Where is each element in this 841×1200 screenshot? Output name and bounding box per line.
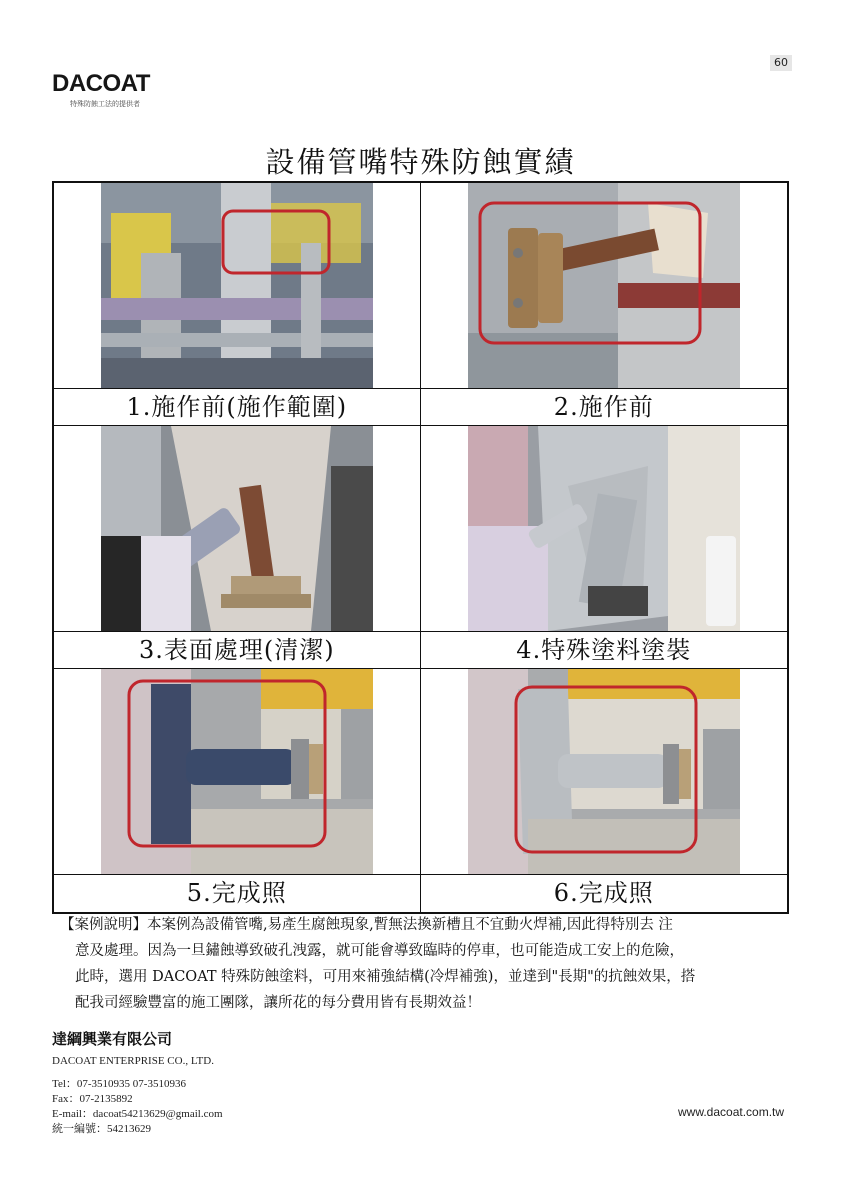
step-caption: 2.施作前 bbox=[421, 388, 788, 426]
photo-before-nozzle bbox=[468, 183, 740, 388]
photo-finished-1 bbox=[101, 669, 373, 874]
step-cell bbox=[54, 183, 421, 426]
description-line: 配我司經驗豐富的施工團隊，讓所花的每分費用皆有長期效益！ bbox=[75, 995, 481, 1011]
step-cell bbox=[54, 426, 421, 669]
page-title: 設備管嘴特殊防蝕實績 bbox=[265, 145, 576, 179]
page-number: 60 bbox=[770, 55, 792, 71]
company-email: E-mail：dacoat54213629@gmail.com bbox=[52, 1108, 223, 1120]
description-line: 此時，選用 DACOAT 特殊防蝕塗料，可用來補強結構(冷焊補強)，並達到"長期"的抗蝕效果，搭 bbox=[75, 969, 696, 985]
website-link[interactable]: www.dacoat.com.tw bbox=[678, 1105, 785, 1119]
case-description bbox=[60, 912, 790, 1016]
step-cell bbox=[54, 669, 421, 912]
step-caption: 4.特殊塗料塗裝 bbox=[421, 631, 788, 669]
step-caption: 5.完成照 bbox=[54, 874, 420, 912]
company-tax-id: 統一編號：54213629 bbox=[52, 1123, 151, 1135]
grid-row bbox=[54, 183, 787, 426]
company-name-cn: 達綱興業有限公司 bbox=[52, 1030, 173, 1048]
logo-tagline: 特殊防蝕工法的提供者 bbox=[70, 100, 140, 108]
company-tel: Tel：07-3510935 07-3510936 bbox=[52, 1078, 186, 1090]
step-cell bbox=[421, 426, 788, 669]
company-name-en: DACOAT ENTERPRISE CO., LTD. bbox=[52, 1055, 214, 1067]
description-line: 意及處理。因為一旦鏽蝕導致破孔洩露，就可能會導致臨時的停車，也可能造成工安上的危險， bbox=[75, 943, 684, 959]
step-caption: 6.完成照 bbox=[421, 874, 788, 912]
step-caption: 3.表面處理(清潔) bbox=[54, 631, 420, 669]
photo-coating bbox=[468, 426, 740, 631]
grid-row bbox=[54, 426, 787, 669]
company-fax: Fax：07-2135892 bbox=[52, 1093, 133, 1105]
company-logo: DACOAT bbox=[52, 70, 150, 97]
photo-surface-prep bbox=[101, 426, 373, 631]
grid-row bbox=[54, 669, 787, 912]
photo-finished-2 bbox=[468, 669, 740, 874]
photo-grid bbox=[52, 181, 789, 914]
company-info bbox=[52, 1028, 223, 1137]
step-cell bbox=[421, 183, 788, 426]
step-caption: 1.施作前(施作範圍) bbox=[54, 388, 420, 426]
step-cell bbox=[421, 669, 788, 912]
description-line: 【案例說明】本案例為設備管嘴,易產生腐蝕現象,暫無法換新槽且不宜動火焊補,因此得特別去 注 bbox=[60, 917, 673, 933]
photo-before-overview bbox=[101, 183, 373, 388]
